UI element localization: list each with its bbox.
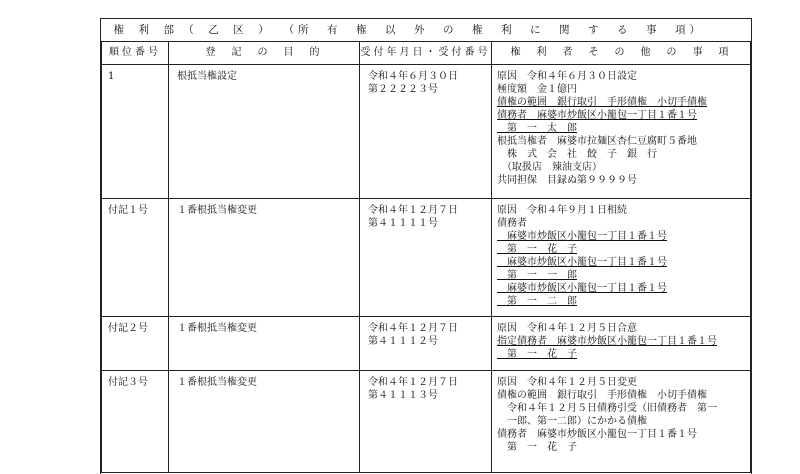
receipt-number: 第２２２２３号 xyxy=(368,84,438,95)
other-cell xyxy=(492,317,751,371)
purpose-cell xyxy=(169,65,360,199)
entry-line: 第 一 花 子 xyxy=(497,442,577,453)
rank-cell xyxy=(102,65,169,199)
rank-cell xyxy=(102,317,169,371)
entry-line: 麻婆市炒飯区小籠包一丁目１番１号 xyxy=(497,257,667,268)
table-row xyxy=(102,65,751,199)
entry-line: 第 一 一 郎 xyxy=(497,270,577,281)
purpose-text: １番根抵当権変更 xyxy=(177,323,257,334)
entry-line: 第 一 花 子 xyxy=(497,244,577,255)
date-cell xyxy=(360,199,492,317)
date-cell xyxy=(360,371,492,473)
entry-line: 麻婆市炒飯区小籠包一丁目１番１号 xyxy=(497,231,667,242)
entry-line: 債務者 xyxy=(497,218,527,229)
rank-number: 付記３号 xyxy=(108,377,148,388)
header-row xyxy=(102,42,751,65)
entry-line: 第 一 花 子 xyxy=(497,349,577,360)
receipt-date: 令和４年１２月７日 xyxy=(368,323,458,334)
header-rank: 順位番号 xyxy=(102,42,169,65)
entry-line: 令和４年１２月５日債務引受（旧債務者 第一 xyxy=(497,403,717,414)
entry-line: 債務者 麻婆市炒飯区小籠包一丁目１番１号 xyxy=(497,429,697,440)
rank-cell xyxy=(102,199,169,317)
purpose-text: １番根抵当権変更 xyxy=(177,205,257,216)
table-row xyxy=(102,199,751,317)
entry-line: 根抵当権者 麻婆市拉麺区杏仁豆腐町５番地 xyxy=(497,136,697,147)
entry-line: 株 式 会 社 餃 子 銀 行 xyxy=(497,149,657,160)
section-title-sub: （所 有 権 以 外 の 権 利 に 関 す る 事 項） xyxy=(288,24,704,36)
registry-table xyxy=(101,19,751,473)
header-purpose: 登 記 の 目 的 xyxy=(169,42,360,65)
purpose-cell xyxy=(169,371,360,473)
header-other: 権 利 者 そ の 他 の 事 項 xyxy=(492,42,751,65)
entry-line: 原因 令和４年１２月５日合意 xyxy=(497,323,637,334)
receipt-number: 第４１１１３号 xyxy=(368,390,438,401)
other-cell xyxy=(492,65,751,199)
entry-line: 原因 令和４年９月１日相続 xyxy=(497,205,627,216)
entry-line: 原因 令和４年６月３０日設定 xyxy=(497,71,637,82)
entry-line: （取扱店 辣油支店） xyxy=(497,162,602,173)
receipt-date: 令和４年１２月７日 xyxy=(368,205,458,216)
rank-number: 付記１号 xyxy=(108,205,148,216)
entry-line: 債務者 麻婆市炒飯区小籠包一丁目１番１号 xyxy=(497,110,697,121)
entry-line: 第 一 太 郎 xyxy=(497,123,577,134)
date-cell xyxy=(360,65,492,199)
entry-line: 債権の範囲 銀行取引 手形債権 小切手債権 xyxy=(497,97,707,108)
table-row xyxy=(102,317,751,371)
section-title xyxy=(102,19,751,42)
rank-cell xyxy=(102,371,169,473)
table-row xyxy=(102,371,751,473)
purpose-cell xyxy=(169,199,360,317)
entry-line: 債権の範囲 銀行取引 手形債権 小切手債権 xyxy=(497,390,707,401)
entry-line: 指定債務者 麻婆市炒飯区小籠包一丁目１番１号 xyxy=(497,336,717,347)
entry-line: 第 一 二 郎 xyxy=(497,296,577,307)
entry-line: 原因 令和４年１２月５日変更 xyxy=(497,377,637,388)
other-cell xyxy=(492,371,751,473)
receipt-date: 令和４年１２月７日 xyxy=(368,377,458,388)
purpose-text: 根抵当権設定 xyxy=(177,71,237,82)
other-cell xyxy=(492,199,751,317)
receipt-number: 第４１１１２号 xyxy=(368,336,438,347)
section-title-main: 権 利 部 （ 乙 区 ） xyxy=(113,24,271,36)
date-cell xyxy=(360,317,492,371)
receipt-date: 令和４年６月３０日 xyxy=(368,71,458,82)
entry-line: 一郎、第一二郎）にかかる債権 xyxy=(497,416,647,427)
receipt-number: 第４１１１１号 xyxy=(368,218,438,229)
purpose-cell xyxy=(169,317,360,371)
entry-line: 極度額 金１億円 xyxy=(497,84,577,95)
rank-number: 付記２号 xyxy=(108,323,148,334)
rank-number: 1 xyxy=(108,71,115,82)
header-date: 受付年月日・受付番号 xyxy=(360,42,492,65)
entry-line: 共同担保 目録ぬ第９９９９号 xyxy=(497,175,637,186)
registry-document xyxy=(100,18,752,474)
purpose-text: １番根抵当権変更 xyxy=(177,377,257,388)
entry-line: 麻婆市炒飯区小籠包一丁目１番１号 xyxy=(497,283,667,294)
